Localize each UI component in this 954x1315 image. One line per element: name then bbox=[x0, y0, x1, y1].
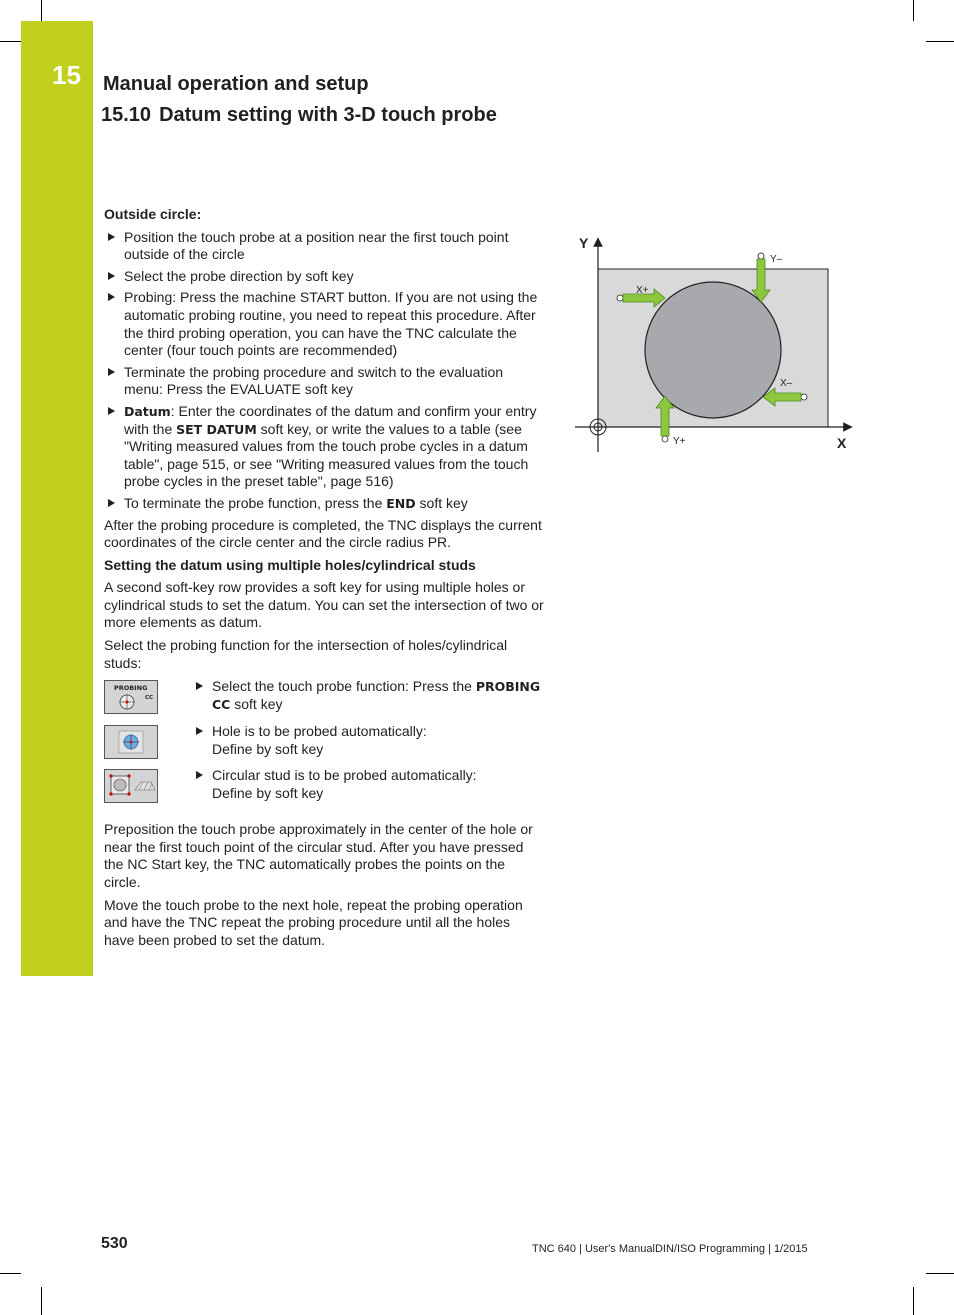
crop-mark bbox=[913, 0, 914, 21]
softkey-row bbox=[104, 769, 544, 821]
after-probing-text: After the probing procedure is completed, the TNC displays the current coordinates of the circle center and the circle radius PR. bbox=[104, 516, 542, 551]
list-item-text: soft key bbox=[415, 494, 468, 511]
list-item bbox=[104, 403, 544, 491]
list-item bbox=[104, 289, 544, 359]
crop-mark bbox=[0, 41, 21, 42]
list-item-text: Probing: Press the machine START button. If you are not using the automatic probing routine, you need to repeat this procedure. After the third probing operation, you can have the TNC calculate the center (four touch points are recommended) bbox=[124, 289, 538, 359]
softkey-name: SET DATUM bbox=[176, 421, 257, 437]
y-axis-label: Y bbox=[579, 235, 589, 251]
outside-circle-diagram bbox=[570, 230, 860, 465]
page-number: 530 bbox=[101, 1235, 128, 1252]
list-item-text: Select the probe direction by soft key bbox=[124, 267, 354, 284]
x-minus-label: X– bbox=[780, 378, 793, 389]
probing-cc-softkey-icon bbox=[104, 680, 158, 714]
y-plus-label: Y+ bbox=[673, 436, 686, 447]
list-item bbox=[104, 229, 544, 264]
list-item bbox=[104, 364, 544, 399]
list-item-text: Position the touch probe at a position near the first touch point outside of the circle bbox=[124, 228, 509, 263]
diagram-svg bbox=[570, 230, 860, 460]
softkey-row bbox=[104, 725, 544, 769]
main-content bbox=[104, 206, 544, 954]
list-item bbox=[192, 723, 542, 758]
list-item-text: Select the touch probe function: Press the bbox=[212, 678, 476, 695]
list-item-text: soft key bbox=[230, 695, 283, 712]
list-item-text: Circular stud is to be probed automatically: bbox=[212, 767, 477, 784]
softkey-row-list bbox=[192, 767, 542, 806]
paragraph: Select the probing function for the intersection of holes/cylindrical studs: bbox=[104, 637, 508, 671]
y-minus-label: Y– bbox=[770, 254, 783, 265]
softkey-row-list bbox=[192, 723, 542, 762]
paragraph: Preposition the touch probe approximately in the center of the hole or near the first touch point of the circular stud. After you have pressed the NC Start key, the TNC automatically probes the points on the circle. bbox=[104, 821, 533, 891]
bullet-triangle-icon bbox=[108, 293, 115, 301]
bullet-triangle-icon bbox=[108, 272, 115, 280]
list-item-text: : Enter the coordinates of the datum and confirm your entry with the bbox=[124, 402, 537, 437]
multiple-holes-heading: Setting the datum using multiple holes/cylindrical studs bbox=[104, 556, 476, 573]
list-item bbox=[192, 678, 542, 713]
outside-circle-heading: Outside circle: bbox=[104, 206, 202, 222]
softkey-row bbox=[104, 680, 544, 725]
crop-mark bbox=[926, 41, 954, 42]
list-item-text: Terminate the probing procedure and switch to the evaluation menu: Press the EVALUATE soft key bbox=[124, 363, 504, 398]
list-item bbox=[104, 268, 544, 286]
datum-label: Datum bbox=[124, 403, 171, 419]
bullet-triangle-icon bbox=[108, 407, 115, 415]
cc-key-label: CC bbox=[145, 695, 154, 702]
chapter-title: Manual operation and setup bbox=[103, 73, 369, 95]
bullet-triangle-icon bbox=[108, 499, 115, 507]
bullet-triangle-icon bbox=[196, 727, 203, 735]
section-number: 15.10 bbox=[101, 104, 152, 126]
hole-probe-softkey-icon bbox=[104, 725, 158, 759]
stud-probe-softkey-icon bbox=[104, 769, 158, 803]
crop-mark bbox=[41, 0, 42, 21]
footer-text: TNC 640 | User's ManualDIN/ISO Programming | 1/2015 bbox=[532, 1243, 808, 1255]
softkey-name: PROBING CC bbox=[212, 679, 541, 712]
list-item-text: soft key, or write the values to a table (see "Writing measured values from the touch probe cycles in a datum table", page 515, or see "Writing measured values from the touch probe cycles in the preset table", page 516) bbox=[124, 420, 529, 490]
bullet-triangle-icon bbox=[108, 368, 115, 376]
softkey-name: END bbox=[386, 495, 416, 511]
bullet-triangle-icon bbox=[196, 771, 203, 779]
list-item bbox=[104, 495, 544, 513]
list-item-text: To terminate the probe function, press the bbox=[124, 494, 387, 511]
probing-key-label: PROBING bbox=[114, 684, 148, 693]
crop-mark bbox=[926, 1273, 954, 1274]
paragraph: A second soft-key row provides a soft key for using multiple holes or cylindrical studs to set the datum. You can set the intersection of two or more elements as datum. bbox=[104, 579, 544, 631]
crop-mark bbox=[0, 1273, 21, 1274]
section-title bbox=[101, 104, 497, 127]
softkey-row-list bbox=[192, 678, 542, 717]
list-item-text: Hole is to be probed automatically: bbox=[212, 723, 427, 740]
list-item-text: Define by soft key bbox=[212, 784, 324, 801]
bullet-triangle-icon bbox=[108, 233, 115, 241]
outside-circle-steps bbox=[104, 229, 544, 513]
chapter-number: 15 bbox=[52, 60, 81, 90]
chapter-sidebar bbox=[21, 21, 93, 976]
section-title-text: Datum setting with 3-D touch probe bbox=[159, 104, 497, 126]
x-axis-label: X bbox=[837, 435, 847, 451]
paragraph: Move the touch probe to the next hole, repeat the probing operation and have the TNC repeat the probing procedure until all the holes have been probed to set the datum. bbox=[104, 896, 523, 948]
crop-mark bbox=[913, 1287, 914, 1315]
crop-mark bbox=[41, 1287, 42, 1315]
list-item bbox=[192, 767, 542, 802]
bullet-triangle-icon bbox=[196, 682, 203, 690]
list-item-text: Define by soft key bbox=[212, 740, 324, 757]
x-plus-label: X+ bbox=[636, 285, 649, 296]
